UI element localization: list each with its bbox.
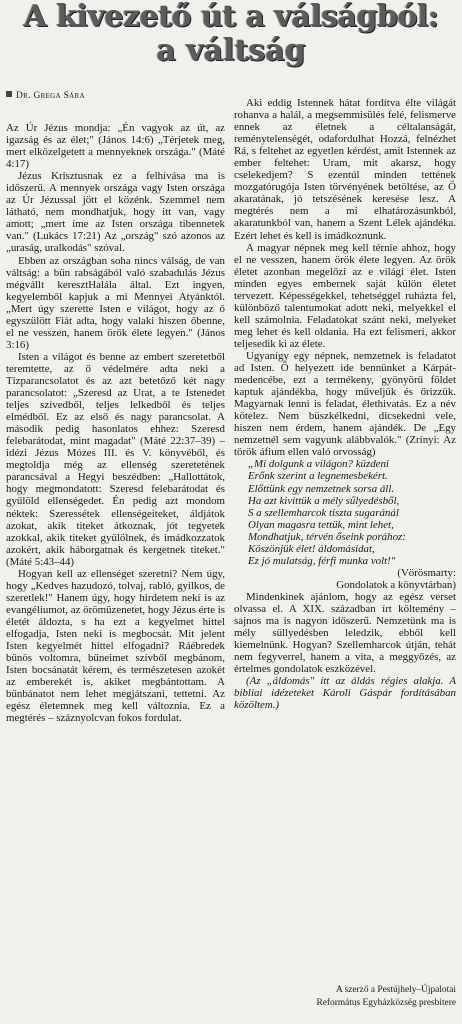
poem-line: S a szellemharcok tiszta sugaránál [248,506,399,519]
credit-line: A szerző a Pestújhely–Újpalotai [335,985,456,995]
headline-line-1: A kivezető út a válságból: [23,0,439,34]
author-name: Dr. Grega Sára [16,91,85,101]
paragraph: Isten a világot és benne az embert szeretetből teremtette, az ő védelmére adta neki a Tízparancsolatot és az azt betetőző két nagy parancsolatot: „Szeresd az Urat, a te Istenedet teljes szívedből, teljes lelkedből és teljes elmédből. Ez az első és nagy parancsolat. A második pedig hasonlatos ehhez: Szeresd felebarátodat, mint magadat" (Máté 22:37–39) – idézi Jézus Mózes III. és V. könyvéből, és megtoldja még az ellenség szeretetének parancsával a Hegyi beszédben: „Hallottátok, hogy megmondatott: Szeresd felebarátodat és gyűlöld ellenségedet. Én pedig azt mondom néktek: Szeressétek ellenségeiteket, áldjátok azokat, akik titeket átkoznak, jót tegyetek azokkal, akik titeket gyűlölnek, és imádkozzatok azokért, akik háborgatnak és kergetnek titeket." (Máté 5:43–44) [6,350,225,568]
paragraph: Ebben az országban soha nincs válság, de van váltság: a bűn rabságából való szabadulás Jézus mégvállt keresztHalála által. Ezt ingyen, kegyelemből kapjuk a mi Mennyei Atyánktól. „Mert úgy szerette Isten e világot, hogy az ő egyszülött Fiát adta, hogy valaki hiszen őbenne, el ne vesszen, hanem örök élete legyen." (János 3:16) [6,254,225,351]
poem-line: Köszönjük élet! áldomásidat, [248,542,375,555]
poem-line: Mondhatjuk, térvén őseink porához: [248,530,406,543]
poem-line: Ha azt kivittük a mély sűlyedésből, [248,494,400,507]
author-byline [6,91,85,101]
poem-source: (Vörösmarty: [397,566,456,579]
poem-quote [248,458,456,566]
paragraph: A magyar népnek meg kell térnie ahhoz, hogy el ne vesszen, hanem örök élete legyen. Az örök életet azonban megelőzi az e világi élet. Isten minden egyes embernek saját külön életet tervezett. Képességekkel, tehetséggel ruházta fel, különböző talentumokat adott neki, melyekkel el kell számolnia. Feladatokat szánt neki, melyeket meg lehet és kell oldania. Ha ezt felismeri, akkor teljesedik ki az élete. [234,241,456,350]
poem-line: Ez jó mulatság, férfi munka volt!" [248,554,396,567]
editorial-note: (Az „áldomás" itt az áldás régies alakja. A bibliai idézeteket Károli Gáspár fordításában közöltem.) [234,675,456,712]
right-column [234,97,456,711]
paragraph: Hogyan kell az ellenséget szeretni? Nem úgy, hogy „Kedves hazudozó, tolvaj, rabló, gyilkos, de szeretlek!" Hanem úgy, hogy hirdetem neki is az evangéliumot, az örömüzenetet, hogy Jézus érte is életét áldozta, s ha ezt a kegyelmet hittel elfogadja, Isten neki is megbocsát. Mit jelent Isten kegyelmét hittel elfogadni? Ráébredek bűnös voltomra, bűneimet szívből megbánom, Isten bocsánatát kérem, és természetesen azokét az emberekét is, akiket megbántottam. A bűnbánatot nem lehet megjátszani, tettetni. Az egész életemnek meg kell változnia. Ez a megtérés – száznyolcvan fokos fordulat. [6,567,225,725]
paragraph: Az Úr Jézus mondja: „Én vagyok az út, az igazság és az élet;" (János 14:6) „Térjetek meg, mert elközelgetett a mennyeknek országa." (Máté 4:17) [6,122,225,171]
left-column [6,122,225,724]
byline-square-icon [6,91,12,97]
poem-line: Erőnk szerint a legnemesbekért. [248,470,388,483]
paragraph: Mindenkinek ajánlom, hogy az egész verset olvassa el. A XIX. században írt költemény – sajnos ma is nagyon időszerű. Nemzetünk ma is mély süllyedésben leledzik, ebből kell kiemelnünk. Hogyan? Szellemharcok útján, tehát nem fegyverrel, hanem a vita, a meggyőzés, az értelmes gondolatok eszközével. [234,590,456,676]
headline-line-2: a váltság [156,33,306,68]
paragraph: Aki eddig Istennek hátat fordítva élte világát rohanva a halál, a megsemmisülés felé, felismerve ennek az életnek a céltalanságát, reménytelenségét, odafordulhat Hozzá, felnézhet Rá, s feltehet az egyetlen kérdést, amit Istennek az ember feltehet: Uram, mit akarsz, hogy cselekedjem? S ezentúl minden tettének mozgatórugója Isten törvényének betöltése, az Ő akaratának, jó tetszésének keresése lesz. A megtérés nem a mi elhatározásunkból, akaratunkból van, hanem a Szent Lélek ajándéka. Ezért lehet és kell is imádkoznunk. [234,97,456,242]
credit-line: Református Egyházközség presbitere [316,998,456,1008]
paragraph: Jézus Krisztusnak ez a felhívása ma is időszerű. A mennyek országa vagy Isten országa az Úr Jézussal jött el közénk. Szemmel nem látható, nem mondhatjuk, hogy itt van, vagy amott; „mert íme az Isten országa tibennetek van." (Lukács 17:21) Az „ország" szó azonos az „uraság, uralkodás" szóval. [6,170,225,255]
poem-line: „Mi dolgunk a világon? küzdeni [248,458,389,471]
poem-line: Olyan magasra tettük, mint lehet, [248,518,394,531]
poem-line: Előttünk egy nemzetnek sorsa áll. [248,482,395,495]
paragraph: Ugyanígy egy népnek, nemzetnek is feladatot ad Isten. Ő helyezett ide bennünket a Kárpát-medencébe, ezt a termékeny, gyönyörű földet kaptuk ajándékba, hogy műveljük és őrizzük. Magyarnak lenni is feladat, élethivatás. Ez a név kötelez. Nem büszkélkedni, dicsekedni vele, hiszen nem érdem, hanem ajándék. De „Egy nemzetnél sem vagyunk alábbvalók." (Zrínyi: Az török áfium ellen való orvosság) [234,349,456,459]
poem-source-title: Gondolatok a könyvtárban) [336,578,456,591]
author-credit [234,984,456,1010]
